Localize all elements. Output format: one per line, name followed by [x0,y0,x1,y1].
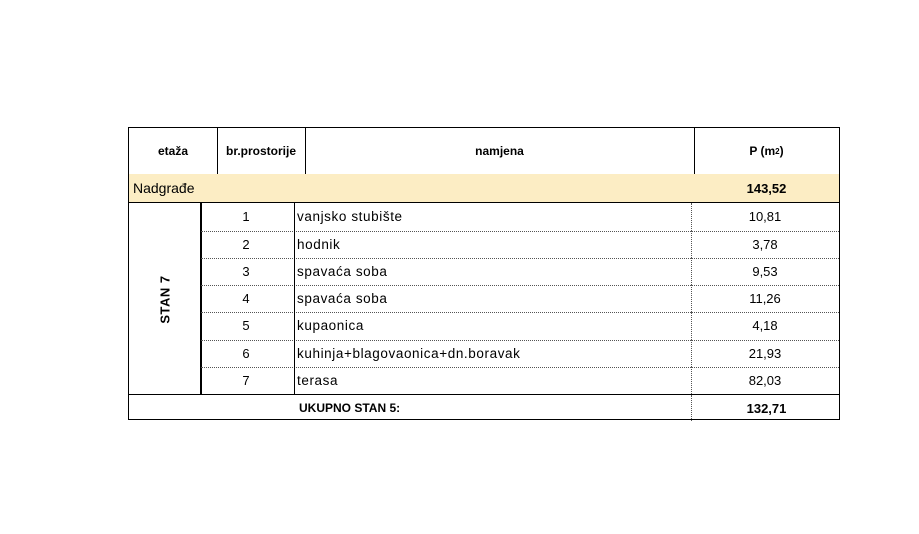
total-label: UKUPNO STAN 5: [299,401,401,415]
row-name: hodnik [297,236,341,252]
row-name: kupaonica [297,318,364,334]
section-value: 143,52 [746,180,787,196]
column-divider [294,340,295,368]
table-row [201,340,839,369]
header-povrsina [694,128,839,174]
row-area: 3,78 [752,236,778,252]
row-name: spavaća soba [297,263,388,279]
row-area: 11,26 [749,291,781,307]
header-br-prostorije: br.prostorije [225,144,296,158]
column-divider [294,258,295,286]
total-value: 132,71 [746,400,787,416]
row-name: spavaća soba [297,291,388,307]
row-number: 2 [242,236,250,252]
section-row [129,174,839,203]
section-label: Nadgrađe [133,180,195,196]
row-name: vanjsko stubište [297,209,403,225]
table-row [201,230,839,259]
row-number: 6 [242,345,250,361]
table-row [201,285,839,314]
header-namjena: namjena [475,144,524,158]
row-area: 9,53 [752,263,778,279]
header-povrsina-text: P (m [749,144,776,158]
row-number: 7 [242,373,250,389]
column-divider [294,203,295,231]
row-number: 4 [242,291,250,307]
unit-label-cell [129,203,201,395]
table-row [201,367,839,395]
row-area: 82,03 [748,373,782,389]
header-etaza: etaža [157,144,189,158]
row-name: kuhinja+blagovaonica+dn.boravak [297,345,521,361]
row-area: 21,93 [748,345,782,361]
header-povrsina-close: ) [779,144,784,158]
column-divider [294,285,295,313]
column-divider [294,312,295,340]
row-area: 10,81 [748,209,782,225]
row-area: 4,18 [752,318,778,334]
column-divider [294,367,295,395]
row-number: 5 [242,318,250,334]
area-table [128,127,840,420]
row-number: 1 [242,209,250,225]
table-header-row [129,128,839,175]
table-row [201,312,839,341]
total-row [129,394,839,421]
table-row [201,203,839,232]
row-name: terasa [297,373,339,389]
unit-label: STAN 7 [157,274,173,324]
column-divider [691,395,692,421]
column-divider [294,230,295,258]
row-number: 3 [242,263,250,279]
table-row [201,258,839,287]
header-povrsina-sup: 2 [775,146,780,156]
